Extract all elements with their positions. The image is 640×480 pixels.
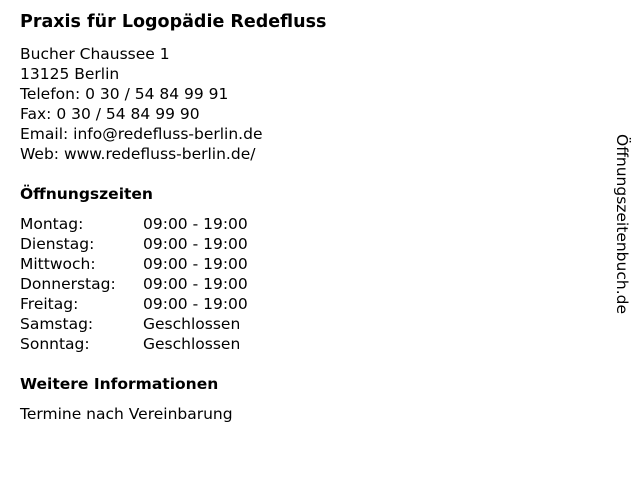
email-line: Email: info@redefluss-berlin.de [20,125,263,143]
time-value: Geschlossen [143,315,241,333]
time-value: 09:00 - 19:00 [143,235,248,253]
day-label: Dienstag: [20,235,95,253]
fax-line: Fax: 0 30 / 54 84 99 90 [20,105,200,123]
time-value: 09:00 - 19:00 [143,255,248,273]
time-value: 09:00 - 19:00 [143,215,248,233]
day-label: Montag: [20,215,84,233]
opening-hours-heading: Öffnungszeiten [20,185,153,203]
site-watermark: Öffnungszeitenbuch.de [613,134,631,314]
more-info-heading: Weitere Informationen [20,375,219,393]
day-label: Freitag: [20,295,79,313]
time-value: Geschlossen [143,335,241,353]
time-value: 09:00 - 19:00 [143,295,248,313]
day-label: Samstag: [20,315,94,333]
street-address: Bucher Chaussee 1 [20,45,170,63]
contact-block [20,44,262,164]
day-label: Mittwoch: [20,255,96,273]
more-info-text: Termine nach Vereinbarung [20,405,233,423]
phone-line: Telefon: 0 30 / 54 84 99 91 [20,85,229,103]
business-name: Praxis für Logopädie Redefluss [20,12,327,32]
web-line: Web: www.redefluss-berlin.de/ [20,145,256,163]
day-label: Donnerstag: [20,275,116,293]
city-postcode: 13125 Berlin [20,65,120,83]
day-label: Sonntag: [20,335,90,353]
time-value: 09:00 - 19:00 [143,275,248,293]
